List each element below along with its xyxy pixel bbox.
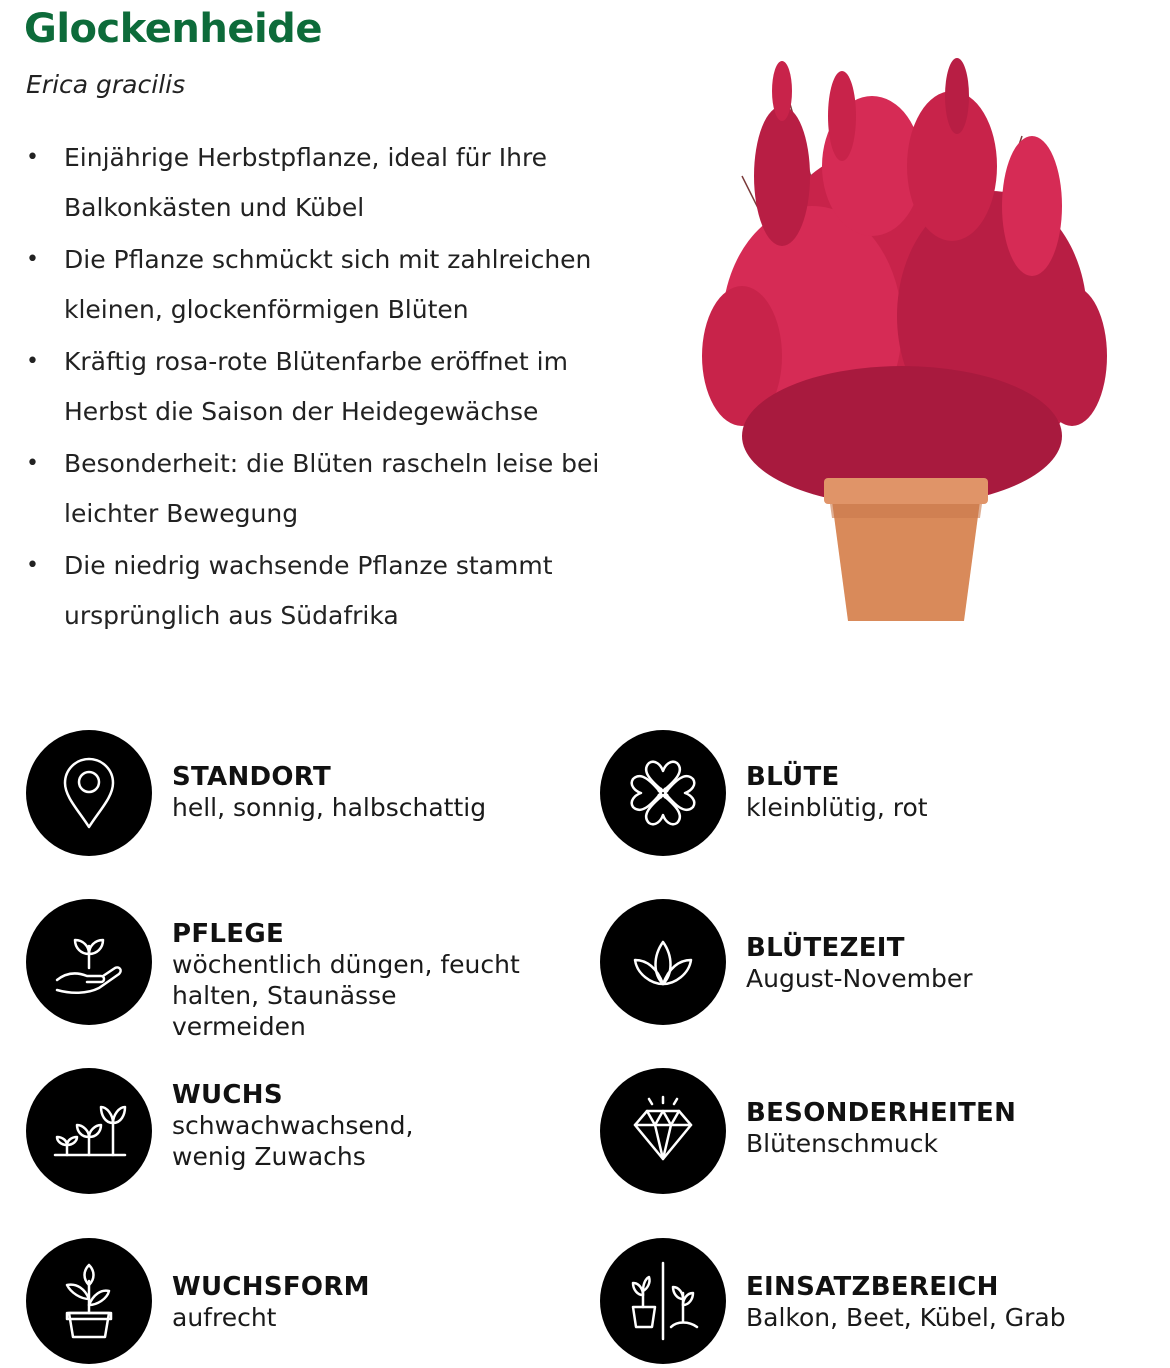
- feature-label: PFLEGE: [172, 919, 285, 949]
- botanical-name: Erica gracilis: [26, 70, 186, 99]
- bullet-text: Kräftig rosa-rote Blütenfarbe eröffnet im Herbst die Saison der Heidegewächse: [64, 347, 568, 426]
- bullet-dot: •: [26, 451, 39, 476]
- page-title: Glockenheide: [24, 6, 322, 52]
- bullet-item: [26, 133, 626, 232]
- diamond-icon: [600, 1068, 726, 1194]
- feature-pflege: [26, 899, 526, 1041]
- lotus-icon: [600, 899, 726, 1025]
- feature-bluetezeit: [600, 899, 1100, 1029]
- feature-wuchsform: [26, 1238, 526, 1368]
- bullet-item: [26, 439, 626, 538]
- bullet-text: Einjährige Herbstpflanze, ideal für Ihre Balkonkästen und Kübel: [64, 143, 548, 222]
- feature-label: BESONDERHEITEN: [746, 1098, 1017, 1128]
- feature-bullet-list: [26, 133, 626, 643]
- feature-value: August-November: [746, 964, 973, 993]
- feature-value: hell, sonnig, halbschattig: [172, 793, 487, 822]
- plant-image: [692, 56, 1112, 636]
- feature-label: BLÜTEZEIT: [746, 933, 905, 963]
- feature-standort: [26, 730, 526, 860]
- growing-sprouts-icon: [26, 1068, 152, 1194]
- bullet-text: Die Pflanze schmückt sich mit zahlreichen kleinen, glockenförmigen Blüten: [64, 245, 592, 324]
- bullet-text: Die niedrig wachsende Pflanze stammt ursprünglich aus Südafrika: [64, 551, 553, 630]
- feature-label: EINSATZBEREICH: [746, 1272, 999, 1302]
- bullet-item: [26, 541, 626, 640]
- flower-icon: [600, 730, 726, 856]
- feature-value: aufrecht: [172, 1303, 277, 1332]
- bullet-dot: •: [26, 553, 39, 578]
- pot: [824, 478, 988, 621]
- feature-value: Blütenschmuck: [746, 1129, 939, 1158]
- location-pin-icon: [26, 730, 152, 856]
- feature-bluete: [600, 730, 1100, 860]
- bullet-dot: •: [26, 349, 39, 374]
- feature-label: WUCHS: [172, 1080, 283, 1110]
- bullet-item: [26, 337, 626, 436]
- potted-plant-icon: [26, 1238, 152, 1364]
- feature-label: BLÜTE: [746, 762, 840, 792]
- feature-einsatzbereich: [600, 1238, 1100, 1368]
- feature-value: wöchentlich düngen, feucht halten, Staunässe vermeiden: [172, 950, 520, 1041]
- feature-value: schwachwachsend, wenig Zuwachs: [172, 1111, 414, 1171]
- bullet-text: Besonderheit: die Blüten rascheln leise bei leichter Bewegung: [64, 449, 600, 528]
- bullet-dot: •: [26, 145, 39, 170]
- feature-besonderheiten: [600, 1068, 1100, 1198]
- flower-clusters: [702, 58, 1107, 506]
- hand-sprout-icon: [26, 899, 152, 1025]
- feature-wuchs: [26, 1068, 526, 1198]
- bullet-item: [26, 235, 626, 334]
- pot-and-ground-icon: [600, 1238, 726, 1364]
- feature-label: WUCHSFORM: [172, 1272, 370, 1302]
- feature-value: kleinblütig, rot: [746, 793, 928, 822]
- feature-value: Balkon, Beet, Kübel, Grab: [746, 1303, 1066, 1332]
- feature-label: STANDORT: [172, 762, 331, 792]
- bullet-dot: •: [26, 247, 39, 272]
